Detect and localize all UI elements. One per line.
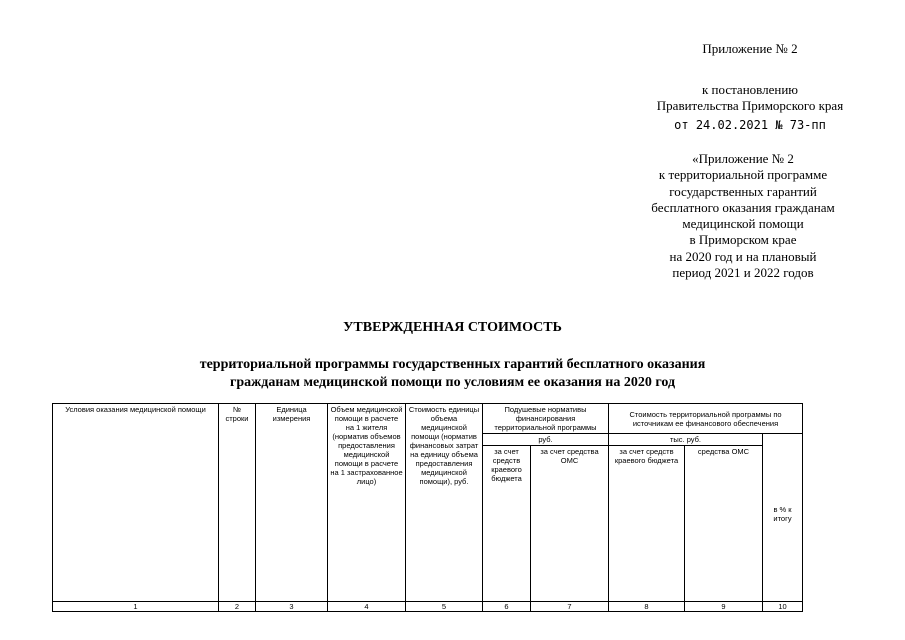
column-number: 7 [531, 602, 609, 612]
column-number: 5 [406, 602, 483, 612]
subtitle-line: гражданам медицинской помощи по условиям ее оказания на 2020 год [229, 375, 676, 390]
subtitle-line: территориальной программы государственных гарантий бесплатного оказания [199, 357, 706, 372]
column-number: 8 [609, 602, 685, 612]
cost-table [52, 403, 803, 612]
header-cost-oms: средства ОМС [685, 446, 763, 602]
column-number: 1 [53, 602, 219, 612]
column-number: 4 [328, 602, 406, 612]
column-number: 6 [483, 602, 531, 612]
appendix-government: Правительства Приморского края [656, 98, 844, 113]
appendix-to-resolution: к постановлению [701, 82, 799, 97]
header-per-capita-oms: за счет средства ОМС [531, 446, 609, 602]
header-per-capita-budget: за счет средств краевого бюджета [483, 446, 531, 602]
header-unit-cost: Стоимость единицы объема медицинской помощи (норматив финансовых затрат на единицу объема предоставления медицинской помощи), руб. [406, 404, 483, 602]
column-number: 2 [219, 602, 256, 612]
program-appendix-line: медицинской помощи [682, 216, 804, 232]
header-volume: Объем медицинской помощи в расчете на 1 жителя (норматив объемов предоставления медицинской помощи в расчете на 1 застрахованное лицо) [328, 404, 406, 602]
column-number: 9 [685, 602, 763, 612]
header-per-capita-unit: руб. [483, 434, 609, 446]
appendix-date-number: от 24.02.2021 № 73-пп [674, 118, 826, 132]
header-cost-unit: тыс. руб. [609, 434, 763, 446]
program-appendix-line: к территориальной программе [658, 167, 828, 183]
program-appendix-line: на 2020 год и на плановый [669, 248, 817, 264]
header-percent: в % к итогу [763, 434, 803, 602]
program-appendix-line: «Приложение № 2 [692, 151, 794, 166]
document-subtitle [0, 356, 905, 392]
column-number: 10 [763, 602, 803, 612]
program-appendix-line: в Приморском крае [689, 232, 797, 248]
header-conditions: Условия оказания медицинской помощи [53, 404, 219, 602]
header-per-capita-group: Подушевые нормативы финансирования территориальной программы [483, 404, 609, 434]
program-appendix-line: период 2021 и 2022 годов [672, 265, 814, 281]
header-unit: Единица измерения [256, 404, 328, 602]
header-cost-group: Стоимость территориальной программы по источникам ее финансового обеспечения [609, 404, 803, 434]
document-title: УТВЕРЖДЕННАЯ СТОИМОСТЬ [343, 320, 562, 335]
header-cost-budget: за счет средств краевого бюджета [609, 446, 685, 602]
header-row-number: № строки [219, 404, 256, 602]
program-appendix-line: государственных гарантий [669, 183, 817, 199]
appendix-title: Приложение № 2 [702, 41, 798, 56]
program-appendix-line: бесплатного оказания гражданам [651, 199, 835, 215]
column-number: 3 [256, 602, 328, 612]
program-appendix-block [612, 151, 874, 281]
